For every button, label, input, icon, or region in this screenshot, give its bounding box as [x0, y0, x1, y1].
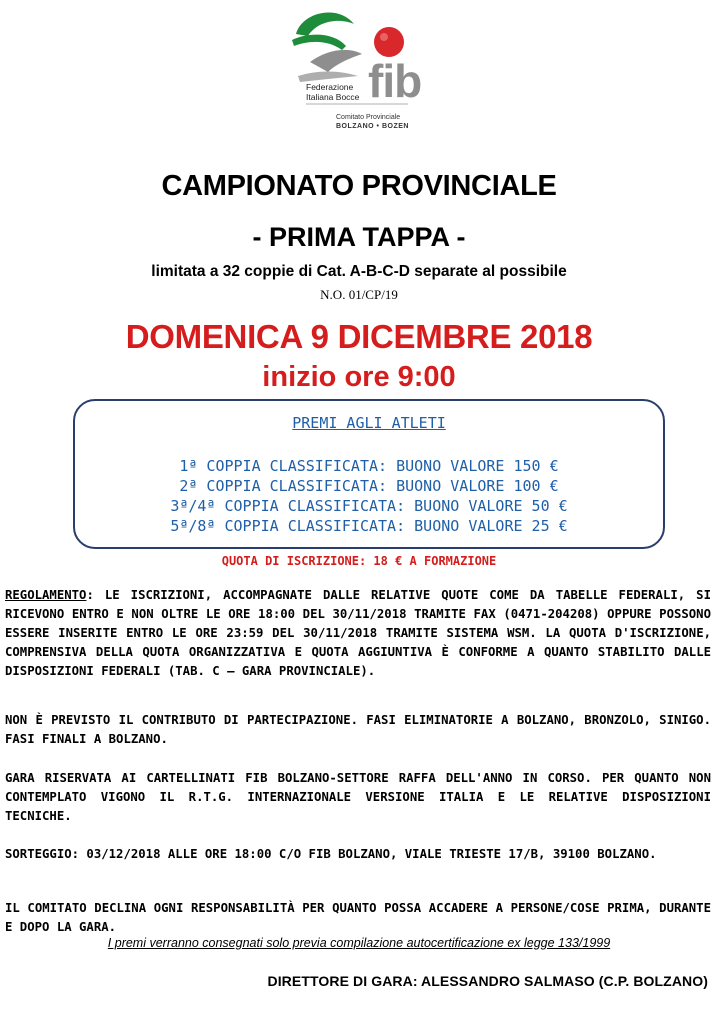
prizes-heading: PREMI AGLI ATLETI — [292, 414, 446, 432]
logo-committee: Comitato Provinciale — [336, 114, 401, 121]
logo-acronym: fib — [368, 55, 422, 107]
rules-paragraph — [5, 586, 711, 681]
prize-item: 1ª COPPIA CLASSIFICATA: BUONO VALORE 150 € — [179, 457, 559, 475]
rules-paragraph: NON È PREVISTO IL CONTRIBUTO DI PARTECIPAZIONE. FASI ELIMINATORIE A BOLZANO, BRONZOLO, SINIGO. FASI FINALI A BOLZANO. — [5, 713, 711, 746]
logo-city: BOLZANO • BOZEN — [336, 123, 409, 130]
participation-limit: limitata a 32 coppie di Cat. A-B-C-D separate al possibile — [151, 263, 567, 280]
prizes-box — [73, 399, 665, 549]
logo-federation-line2: Italiana Bocce — [306, 92, 360, 102]
draw-paragraph: SORTEGGIO: 03/12/2018 ALLE ORE 18:00 C/O FIB BOLZANO, VIALE TRIESTE 17/B, 39100 BOLZANO. — [5, 847, 657, 861]
rules-paragraph: GARA RISERVATA AI CARTELLINATI FIB BOLZANO-SETTORE RAFFA DELL'ANNO IN CORSO. PER QUANTO NON CONTEMPLATO VIGONO IL R.T.G. INTERNAZIONALE VERSIONE ITALIA E LE RELATIVE DISPOSIZIONI TECNICHE. — [5, 771, 711, 823]
prize-item: 5ª/8ª COPPIA CLASSIFICATA: BUONO VALORE 25 € — [170, 517, 568, 535]
page-subtitle: - PRIMA TAPPA - — [252, 222, 466, 252]
page-title: CAMPIONATO PROVINCIALE — [161, 170, 557, 202]
race-director: DIRETTORE DI GARA: ALESSANDRO SALMASO (C.P. BOLZANO) — [267, 973, 708, 989]
liability-paragraph: IL COMITATO DECLINA OGNI RESPONSABILITÀ PER QUANTO POSSA ACCADERE A PERSONE/COSE PRIMA, DURANTE E DOPO LA GARA. — [5, 901, 711, 934]
prizes-list — [75, 456, 663, 536]
logo-federation-line1: Federazione — [306, 82, 354, 92]
authorization-code: N.O. 01/CP/19 — [320, 287, 398, 302]
prize-note: I premi verranno consegnati solo previa compilazione autocertificazione ex legge 133/1999 — [107, 936, 611, 950]
rules-label: REGOLAMENTO — [5, 588, 87, 602]
prize-item: 3ª/4ª COPPIA CLASSIFICATA: BUONO VALORE 50 € — [170, 497, 568, 515]
fib-logo — [288, 6, 453, 134]
prize-item: 2ª COPPIA CLASSIFICATA: BUONO VALORE 100 € — [179, 477, 559, 495]
rules-text: : LE ISCRIZIONI, ACCOMPAGNATE DALLE RELATIVE QUOTE COME DA TABELLE FEDERALI, SI RICEVONO ENTRO E NON OLTRE LE ORE 18:00 DEL 30/11/2018 TRAMITE FAX (0471-204208) OPPURE POSSONO ESSERE INSERITE ENTRO LE ORE 23:59 DEL 30/11/2018 TRAMITE SISTEMA WSM. LA QUOTA D'ISCRIZIONE, COMPRENSIVA DELLA QUOTA ORGANIZZATIVA E QUOTA AGGIUNTIVA È CONFORME A QUANTO STABILITO DALLE DISPOSIZIONI FEDERALI (TAB. C – GARA PROVINCIALE). — [5, 588, 711, 678]
registration-fee: QUOTA DI ISCRIZIONE: 18 € A FORMAZIONE — [221, 554, 497, 568]
event-date: DOMENICA 9 DICEMBRE 2018 — [125, 318, 593, 355]
event-start-time: inizio ore 9:00 — [262, 361, 456, 393]
